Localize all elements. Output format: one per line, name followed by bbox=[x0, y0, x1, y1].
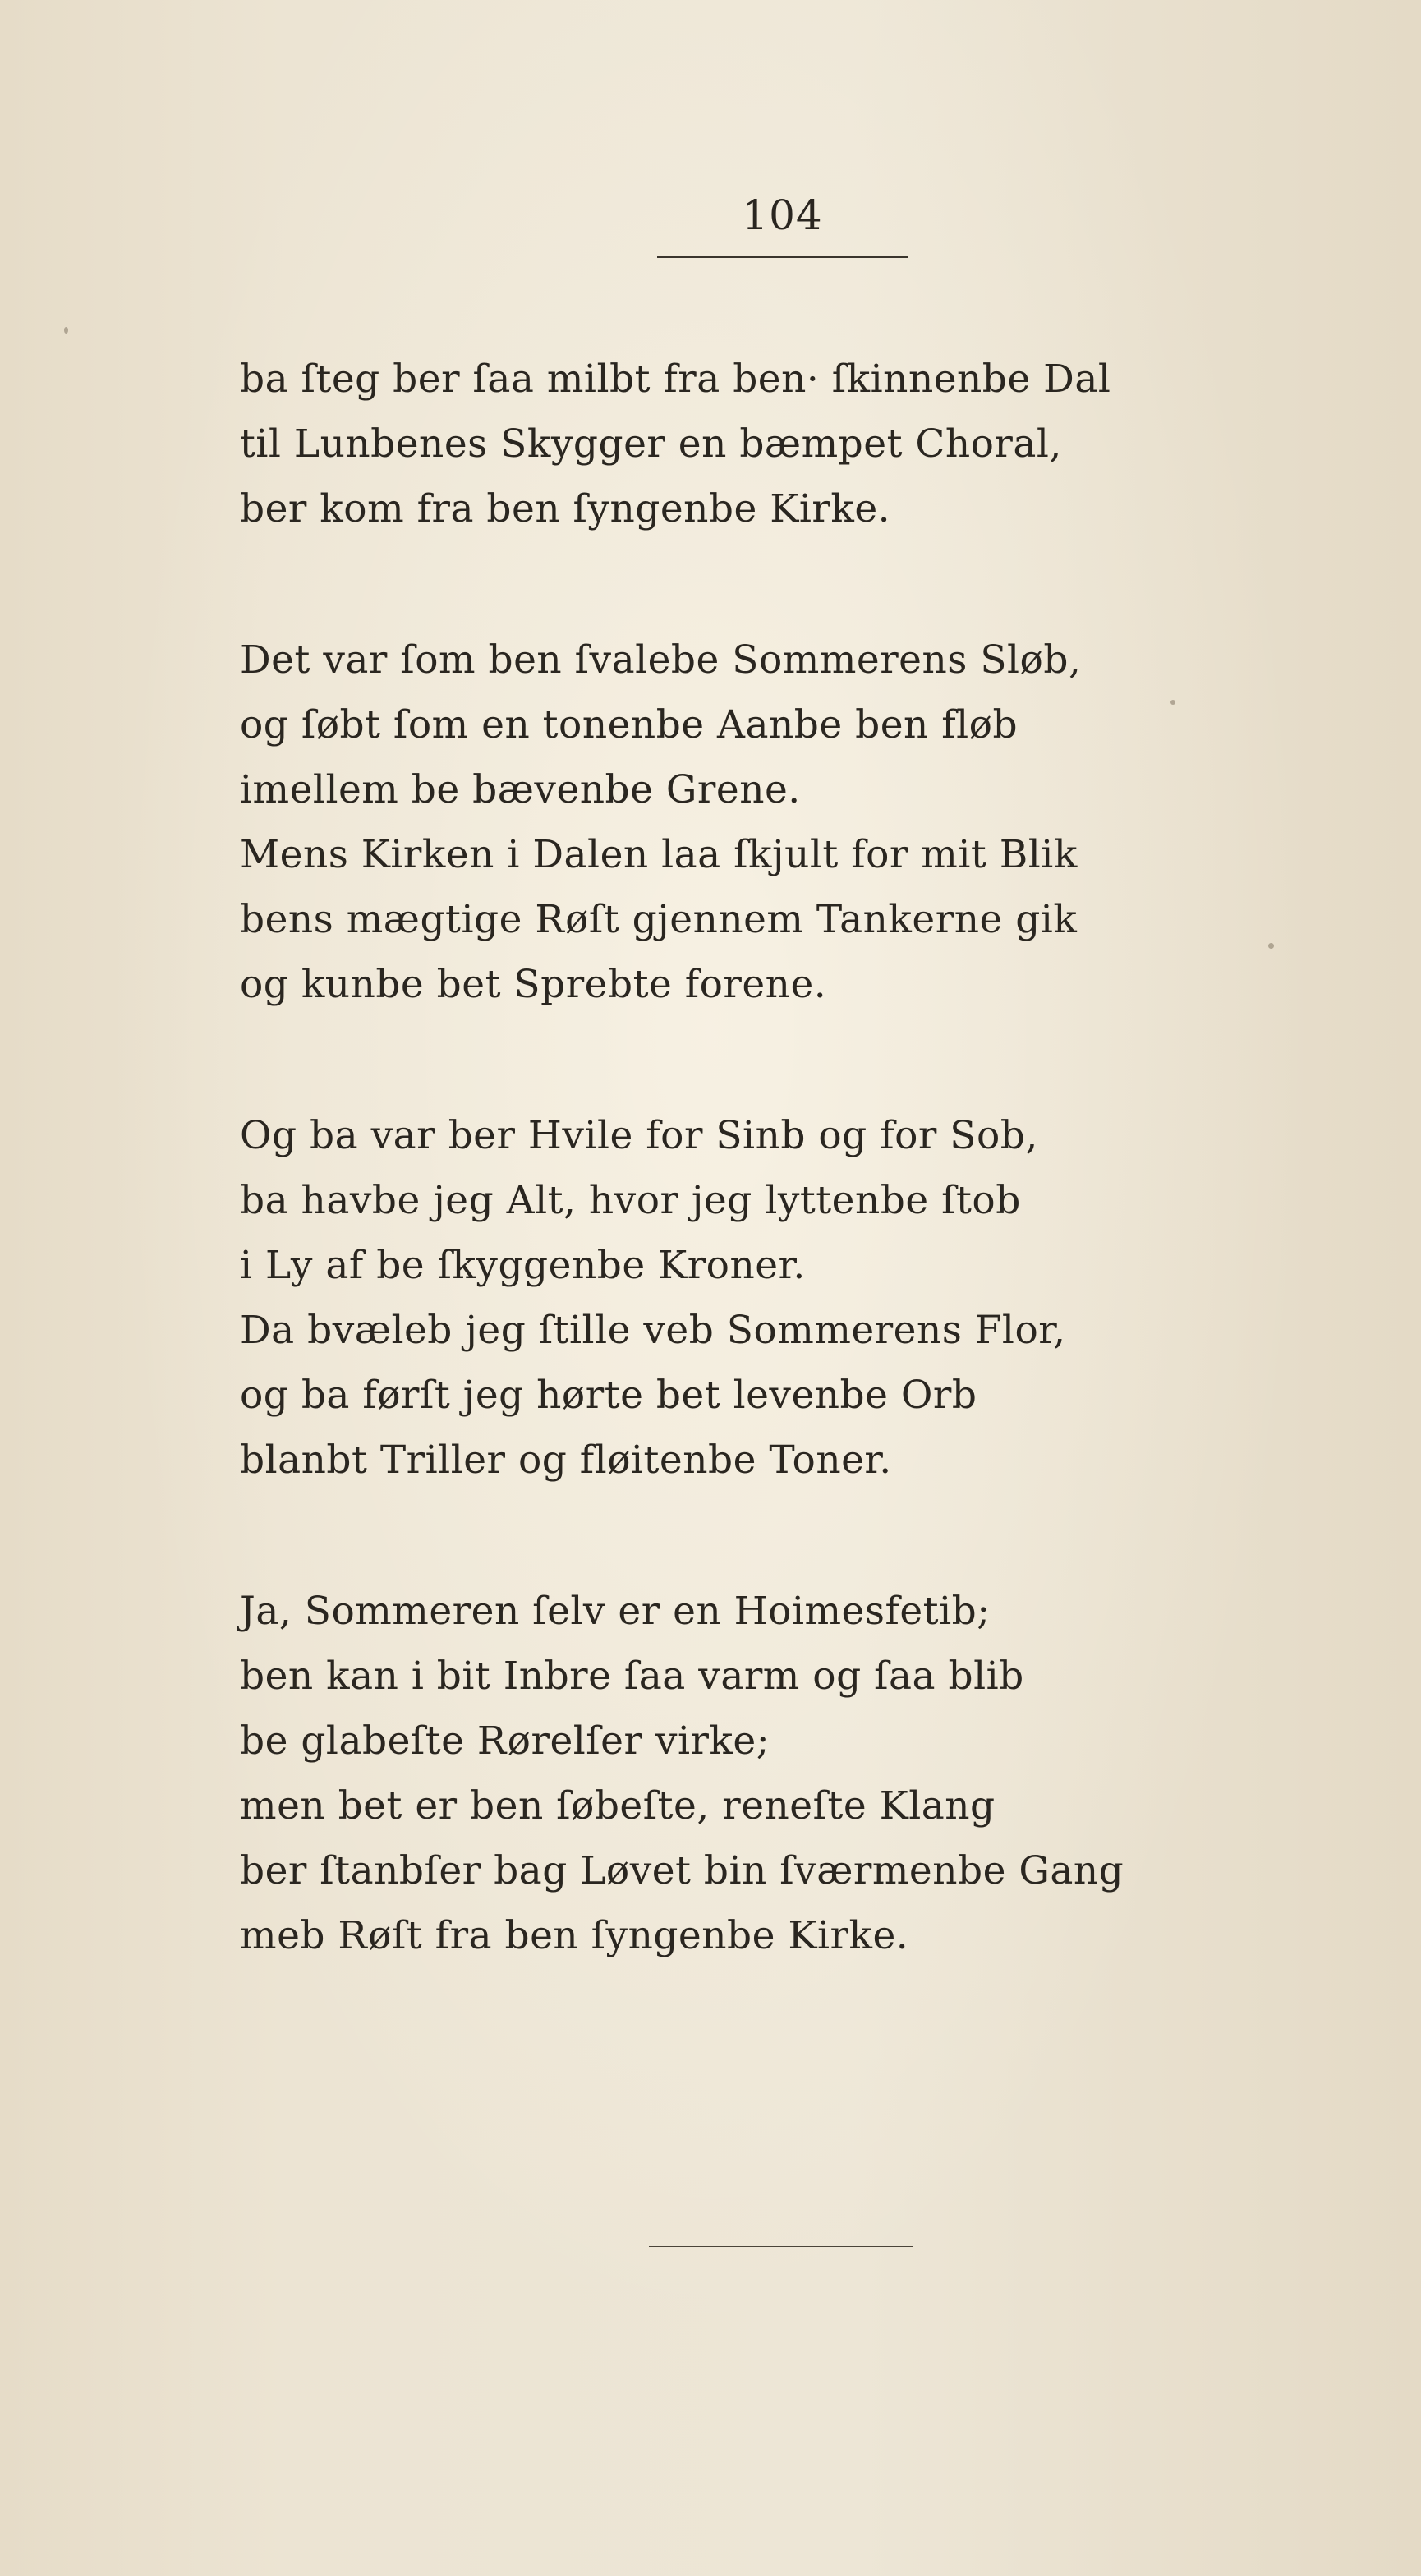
poem-line: blanbt Triller og fløitenbe Toner. bbox=[240, 1438, 892, 1483]
poem-line: Mens Kirken i Dalen laa ſkjult for mit Blik bbox=[240, 832, 1078, 877]
poem-line: i Ly af be ſkyggenbe Kroner. bbox=[240, 1243, 806, 1288]
poem-line: imellem be bævenbe Grene. bbox=[240, 767, 801, 812]
poem-line: be glabeſte Rørelſer virke; bbox=[240, 1718, 770, 1764]
poem-line: og ſøbt ſom en tonenbe Aanbe ben fløb bbox=[240, 702, 1019, 748]
poem-line: Det var ſom ben ſvalebe Sommerens Sløb, bbox=[240, 637, 1082, 683]
poem-line: Da bvæleb jeg ſtille veb Sommerens Flor, bbox=[240, 1308, 1066, 1353]
poem-body bbox=[240, 347, 1226, 1968]
end-rule bbox=[649, 2246, 913, 2247]
stanza-1 bbox=[240, 347, 1226, 541]
poem-line: til Lunbenes Skygger en bæmpet Choral, bbox=[240, 421, 1062, 467]
stanza-2 bbox=[240, 628, 1226, 1017]
poem-line: ber ſtanbſer bag Løvet bin ſværmenbe Gang bbox=[240, 1848, 1124, 1893]
paper-speck bbox=[64, 327, 68, 334]
poem-line: Ja, Sommeren ſelv er en Hoimesfetib; bbox=[240, 1589, 991, 1634]
poem-line: og ba førſt jeg hørte bet levenbe Orb bbox=[240, 1373, 977, 1418]
poem-line: ber kom fra ben ſyngenbe Kirke. bbox=[240, 486, 891, 531]
stanza-3 bbox=[240, 1103, 1226, 1493]
page-number: 104 bbox=[742, 191, 823, 239]
poem-line: ba havbe jeg Alt, hvor jeg lyttenbe ſtob bbox=[240, 1178, 1021, 1223]
header-rule bbox=[657, 256, 908, 258]
stanza-4 bbox=[240, 1579, 1226, 1968]
poem-line: Og ba var ber Hvile for Sinb og for Sob, bbox=[240, 1113, 1038, 1158]
poem-line: ben kan i bit Inbre ſaa varm og ſaa blib bbox=[240, 1654, 1024, 1699]
paper-speck bbox=[1170, 700, 1175, 705]
poem-line: ba ſteg ber ſaa milbt fra ben· ſkinnenbe Dal bbox=[240, 356, 1111, 402]
poem-line: og kunbe bet Sprebte forene. bbox=[240, 962, 827, 1007]
poem-line: meb Røſt fra ben ſyngenbe Kirke. bbox=[240, 1913, 909, 1958]
paper-speck bbox=[1268, 943, 1274, 949]
poem-line: bens mægtige Røſt gjennem Tankerne gik bbox=[240, 897, 1078, 942]
poem-line: men bet er ben ſøbeſte, reneſte Klang bbox=[240, 1783, 996, 1828]
